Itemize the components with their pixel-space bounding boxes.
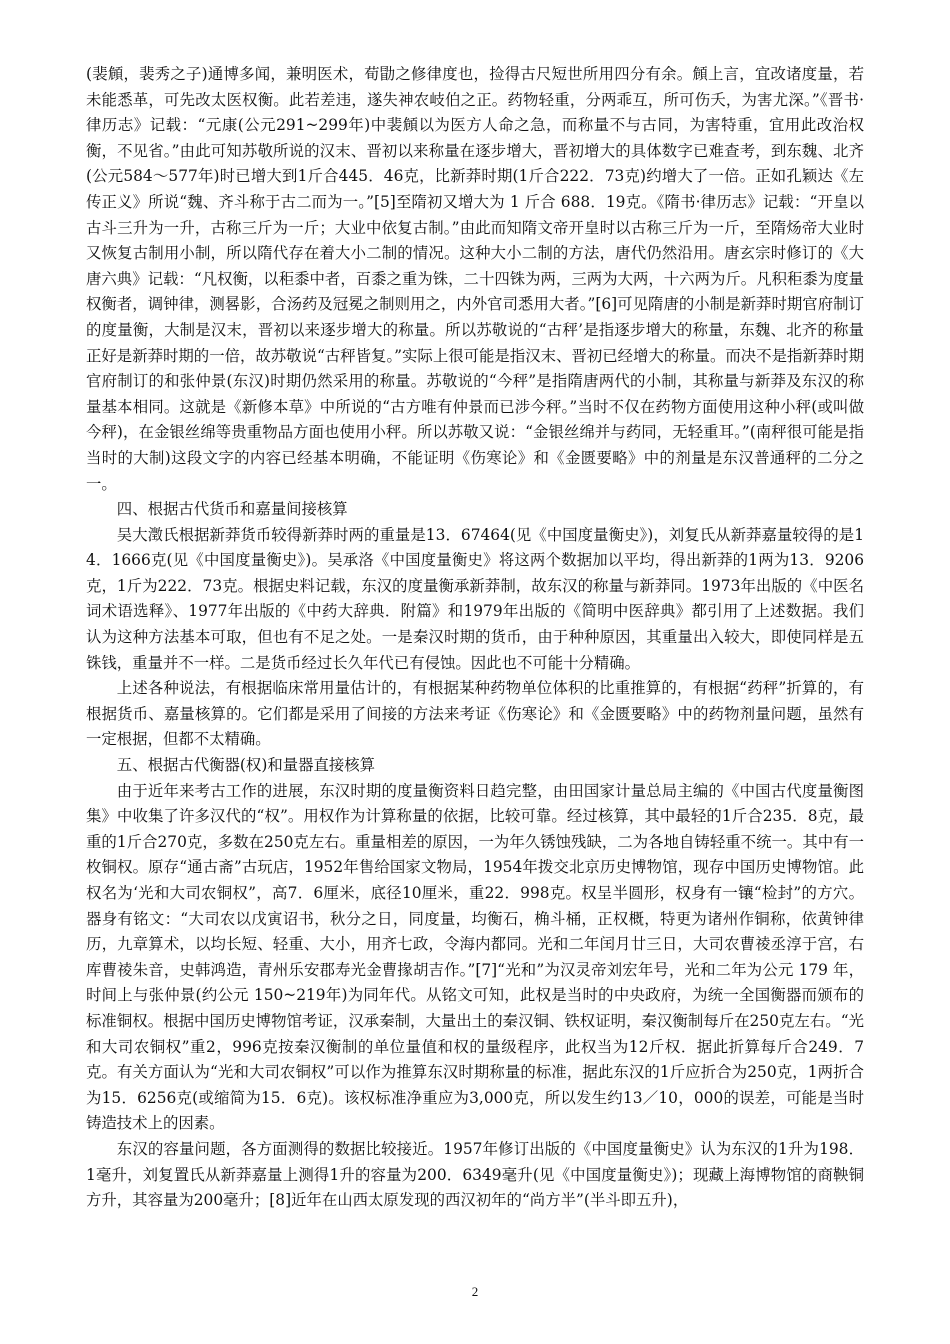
paragraph-2: 吴大澂氏根据新莽货币较得新莽时两的重量是13．67464(见《中国度量衡史》)，刘复氏从新莽嘉量较得的是14．1666克(见《中国度量衡史》)。吴承洛《中国度量衡史》将这两个数据加以平均，得出新莽的1两为13．9206克，1斤为222．73克。根据史料记载，东汉的度量衡承新莽制，故东汉的称量与新莽同。1973年出版的《中医名词术语选释》、1977年出版的《中药大辞典．附篇》和1979年出版的《简明中医辞典》都引用了上述数据。我们认为这种方法基本可取，但也有不足之处。一是秦汉时期的货币，由于种种原因，其重量出入较大，即使同样是五铢钱，重量并不一样。二是货币经过长久年代已有侵蚀。因此也不可能十分精确。 <box>86 525 864 672</box>
paragraph-3: 上述各种说法，有根据临床常用量估计的，有根据某种药物单位体积的比重推算的，有根据“药秤”折算的，有根据货币、嘉量核算的。它们都是采用了间接的方法来考证《伤寒论》和《金匮要略》中的药物剂量问题，虽然有一定根据，但都不太精确。 <box>86 679 864 749</box>
section-heading-5: 五、根据古代衡器(权)和量器直接核算 <box>116 756 376 775</box>
paragraph-4: 由于近年来考古工作的进展，东汉时期的度量衡资料日趋完整，由田国家计量总局主编的《中国古代度量衡图集》中收集了许多汉代的“权”。用权作为计算称量的依据，比较可靠。经过核算，其中最轻的1斤合235．8克，最重的1斤合270克，多数在250克左右。重量相差的原因，一为年久锈蚀残缺，二为各地自铸轻重不统一。其中有一枚铜权。原存“通古斋”古玩店，1952年售给国家文物局，1954年拨交北京历史博物馆，现存中国历史博物馆。此权名为‘光和大司农铜权”，高7．6厘米，底径10厘米，重22．998克。权呈半圆形，权身有一镶“检封”的方穴。器身有铭文：“大司农以戊寅诏书，秋分之日，同度量，均衡石，桷斗桶，正权概，特更为诸州作铜称，依黄钟律历，九章算术，以均长短、轻重、大小，用齐七政，令海内都同。光和二年闰月廿三日，大司农曹祾丞淳于宫，右库曹祾朱音，史韩鸿造，青州乐安郡寿光金曹掾胡吉作。”[7]“光和”为汉灵帝刘宏年号，光和二年为公元 179 年，时间上与张仲景(约公元 150~219年)为同年代。从铭文可知，此权是当时的中央政府，为统一全国衡器而颁布的标准铜权。根据中国历史博物馆考证，汉承秦制，大量出土的秦汉铜、铁权证明，秦汉衡制每斤在250克左右。“光和大司农铜权”重2，996克按秦汉衡制的单位量值和权的量级程序，此权当为12斤权．据此折算每斤合249．7克。有关方面认为“光和大司农铜权”可以作为推算东汉时期称量的标准，据此东汉的1斤应折合为250克，1两折合为15．6256克(或缩简为15．6克)。该权标准净重应为3,000克，所以发生约13／10，000的误差，可能是当时铸造技术上的因素。 <box>86 781 864 1133</box>
page-number: 2 <box>471 1284 479 1299</box>
document-body <box>86 62 864 1214</box>
section-heading-4: 四、根据古代货币和嘉量间接核算 <box>116 500 348 519</box>
paragraph-5: 东汉的容量问题，各方面测得的数据比较接近。1957年修订出版的《中国度量衡史》认为东汉的1升为198．1毫升，刘复置氏从新莽嘉量上测得1升的容量为200．6349毫升(见《中国度量衡史》)；现藏上海博物馆的商鞅铜方升，其容量为200毫升；[8]近年在山西太原发现的西汉初年的“尚方半”(半斗即五升)， <box>86 1139 864 1210</box>
paragraph-1: (裴頠，裴秀之子)通博多闻，兼明医术，荀勖之修律度也，捡得古尺短世所用四分有余。頠上言，宜改诸度量，若未能悉革，可先改太医权衡。此若差违，遂失神农岐伯之正。药物轻重，分两乖互，所可伤夭，为害尤深。”《晋书·律历志》记载：“元康(公元291~299年)中裴頠以为医方人命之急，而称量不与古同，为害特重，宜用此改治权衡，不见省。”由此可知苏敬所说的汉末、晋初以来称量在逐步增大，晋初增大的具体数字已难查考，到东魏、北齐(公元584～577年)时已增大到1斤合445．46克，比新莽时期(1斤合222．73克)约增大了一倍。正如孔颖达《左传正义》所说“魏、齐斗称于古二而为一。”[5]至隋初又增大为 1 斤合 688．19克。《隋书·律历志》记载：“开皇以古斗三升为一升，古称三斤为一斤；大业中依复古制。”由此而知隋文帝开皇时以古称三斤为一斤，至隋炀帝大业时又恢复古制用小制，所以隋代存在着大小二制的情况。这种大小二制的方法，唐代仍然沿用。唐玄宗时修订的《大唐六典》记载：“凡权衡，以秬黍中者，百黍之重为铢，二十四铢为两，三两为大两，十六两为斤。凡积秬黍为度量权衡者，调钟律，测晷影，合汤药及冠冕之制则用之，内外官司悉用大者。”[6]可见隋唐的小制是新莽时期官府制订的度量衡，大制是汉末，晋初以来逐步增大的称量。所以苏敬说的“古秤’是指逐步增大的称量，东魏、北齐的称量正好是新莽时期的一倍，故苏敬说“古秤皆复。”实际上很可能是指汉末、晋初已经增大的称量。而决不是指新莽时期官府制订的和张仲景(东汉)时期仍然采用的称量。苏敬说的“今秤”是指隋唐两代的小制，其称量与新莽及东汉的称量基本相同。这就是《新修本草》中所说的“古方唯有仲景而已涉今秤。”当时不仅在药物方面使用这种小秤(或叫做今秤)，在金银丝绵等贵重物品方面也使用小秤。所以苏敬又说：“金银丝绵并与药同，无轻重耳。”(南秤很可能是指当时的大制)这段文字的内容已经基本明确，不能证明《伤寒论》和《金匮要略》中的剂量是东汉普通秤的二分之一。 <box>86 65 864 493</box>
